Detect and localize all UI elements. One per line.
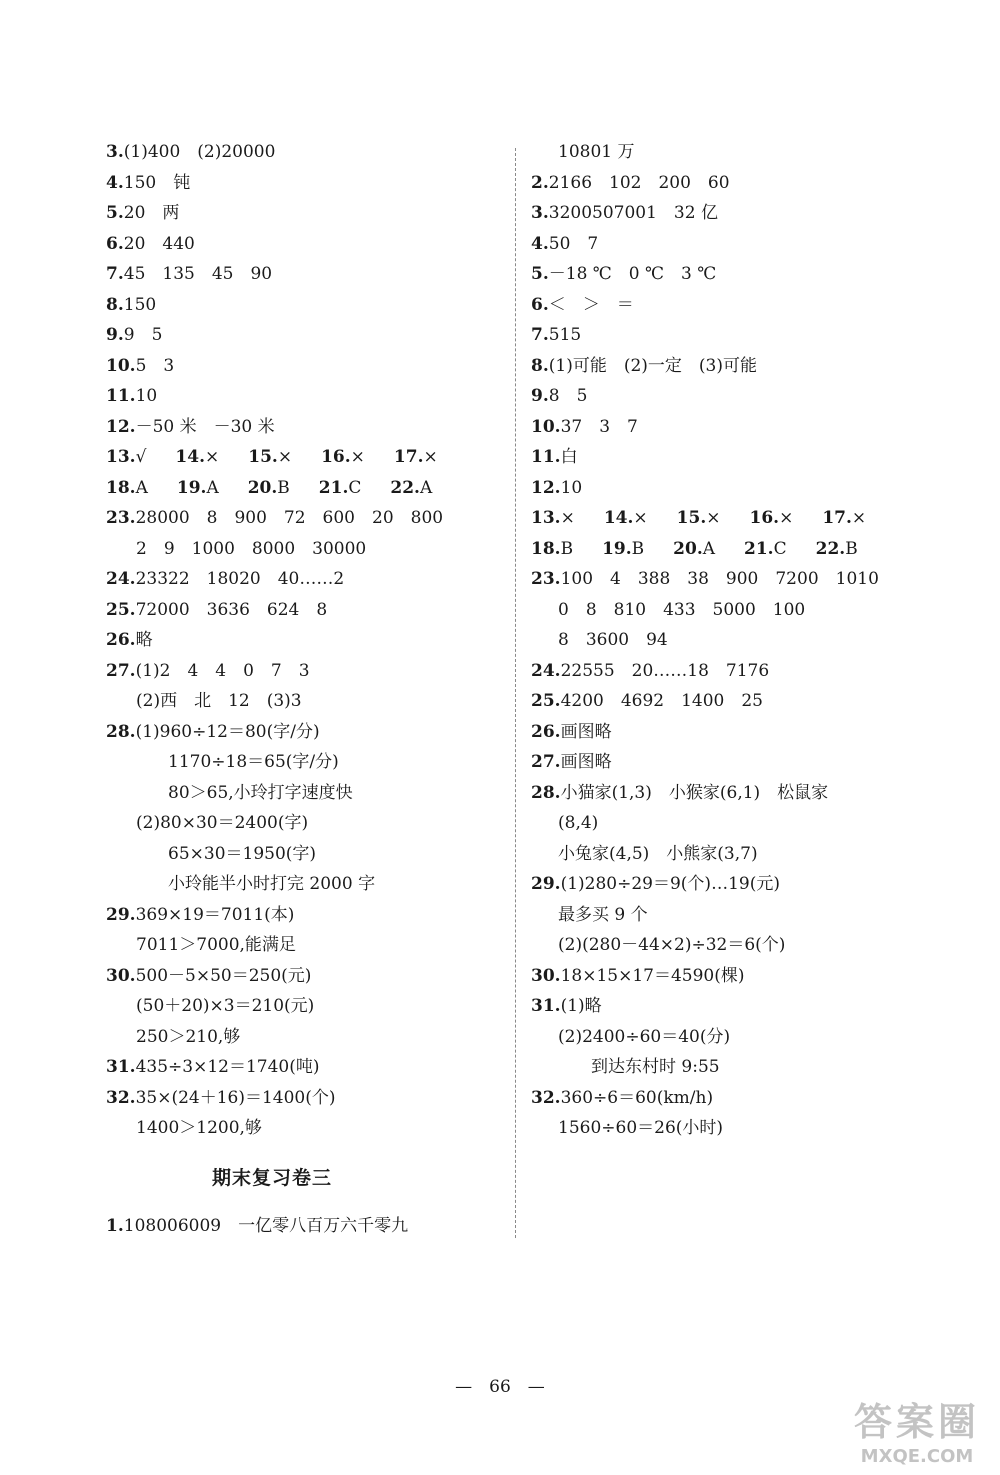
answer-line bbox=[106, 869, 506, 900]
answer-number: 31. bbox=[106, 1057, 136, 1077]
answer-text: 515 bbox=[548, 325, 582, 345]
answer-line bbox=[106, 259, 506, 290]
watermark-line1: 答案圈 bbox=[853, 1400, 980, 1444]
answer-line bbox=[106, 534, 506, 565]
answer-line bbox=[106, 503, 506, 534]
answer-number: 16. bbox=[749, 508, 780, 528]
answer-text: 435÷3×12＝1740(吨) bbox=[135, 1057, 320, 1077]
answer-line bbox=[531, 229, 971, 260]
answer-text: A bbox=[206, 477, 236, 498]
answer-number: 27. bbox=[106, 660, 136, 681]
answer-text: (2)2400÷60＝40(分) bbox=[558, 1026, 731, 1047]
answer-number: 27. bbox=[531, 752, 561, 772]
answer-line bbox=[531, 412, 971, 443]
answer-text: 画图略 bbox=[560, 752, 612, 772]
answer-line bbox=[106, 595, 506, 626]
answer-text: 小兔家(4,5) 小熊家(3,7) bbox=[558, 843, 758, 864]
answer-line bbox=[531, 290, 971, 321]
answer-line bbox=[531, 534, 971, 565]
answer-line bbox=[106, 229, 506, 260]
answer-text: × bbox=[706, 508, 738, 528]
answer-text: 7011＞7000,能满足 bbox=[136, 935, 296, 955]
answer-text: A bbox=[135, 477, 165, 498]
answer-text: 0 8 810 433 5000 100 bbox=[558, 599, 806, 620]
answer-line bbox=[106, 839, 506, 870]
answer-text: 28000 8 900 72 600 20 800 bbox=[135, 508, 444, 528]
answer-number: 30. bbox=[531, 965, 561, 986]
answer-text: × bbox=[423, 447, 438, 467]
answer-text: 20 440 bbox=[123, 233, 195, 254]
answer-number: 32. bbox=[106, 1087, 136, 1108]
answer-line bbox=[106, 656, 506, 687]
answer-number: 26. bbox=[531, 721, 561, 742]
answer-number: 21. bbox=[318, 477, 349, 498]
answer-text: 白 bbox=[560, 447, 578, 467]
section-title: 期末复习卷三 bbox=[211, 1167, 332, 1189]
answer-text: × bbox=[851, 508, 867, 528]
answer-text: 50 7 bbox=[548, 233, 599, 254]
section-first-answer bbox=[106, 1211, 408, 1242]
answer-text: －50 米 －30 米 bbox=[135, 416, 275, 437]
answer-line bbox=[531, 961, 971, 992]
answer-line bbox=[531, 717, 971, 748]
answer-number: 6. bbox=[106, 233, 124, 254]
answer-number: 25. bbox=[106, 599, 136, 620]
answer-number: 14. bbox=[175, 447, 205, 467]
answer-line bbox=[531, 137, 971, 168]
answer-text: × bbox=[277, 447, 310, 467]
answer-line bbox=[106, 900, 506, 931]
answer-number: 10. bbox=[531, 416, 561, 437]
answer-number: 20. bbox=[247, 477, 278, 498]
answer-number: 28. bbox=[531, 782, 561, 803]
answer-text: × bbox=[205, 447, 237, 467]
answer-text: 1560÷60＝26(小时) bbox=[558, 1118, 724, 1138]
answer-line bbox=[531, 869, 971, 900]
answer-text: －18 ℃ 0 ℃ 3 ℃ bbox=[548, 264, 717, 284]
answer-number: 6. bbox=[531, 294, 549, 315]
answer-text: C bbox=[348, 477, 379, 498]
answer-number: 8. bbox=[106, 294, 124, 315]
answer-number: 13. bbox=[531, 508, 561, 528]
answer-line bbox=[531, 1113, 971, 1144]
answer-line bbox=[106, 1052, 506, 1083]
answer-line bbox=[106, 625, 506, 656]
answer-number: 3. bbox=[531, 203, 549, 223]
answer-line bbox=[531, 686, 971, 717]
answer-text: 8 5 bbox=[548, 386, 588, 406]
answer-line bbox=[106, 808, 506, 839]
answer-text: B bbox=[845, 538, 858, 559]
answer-line bbox=[106, 991, 506, 1022]
answer-number: 23. bbox=[106, 508, 136, 528]
answer-text: B bbox=[560, 538, 591, 559]
answer-text: (50＋20)×3＝210(元) bbox=[136, 996, 315, 1016]
answer-text: 画图略 bbox=[560, 721, 612, 742]
answer-text: × bbox=[560, 508, 592, 528]
answer-text: A bbox=[702, 538, 733, 559]
column-divider bbox=[515, 148, 516, 1238]
answer-line bbox=[106, 1083, 506, 1114]
answer-text: 9 5 bbox=[123, 325, 163, 345]
answer-number: 11. bbox=[106, 386, 136, 406]
answer-line bbox=[531, 930, 971, 961]
answer-text: 到达东村时 9:55 bbox=[591, 1057, 720, 1077]
answer-line bbox=[531, 473, 971, 504]
answer-text: 35×(24＋16)＝1400(个) bbox=[135, 1087, 336, 1108]
answer-line bbox=[531, 564, 971, 595]
answer-number: 13. bbox=[106, 447, 136, 467]
answer-text: 10 bbox=[560, 477, 583, 498]
answer-text: 1170÷18＝65(字/分) bbox=[168, 752, 339, 772]
answer-number: 7. bbox=[531, 325, 549, 345]
answer-number: 26. bbox=[106, 630, 136, 650]
answer-number: 4. bbox=[531, 233, 549, 254]
answer-text: 80＞65,小玲打字速度快 bbox=[168, 782, 353, 803]
answer-text: 22555 20……18 7176 bbox=[560, 660, 770, 681]
answer-number: 24. bbox=[106, 569, 136, 589]
answer-number: 30. bbox=[106, 965, 136, 986]
answer-text: 108006009 一亿零八百万六千零九 bbox=[123, 1216, 409, 1236]
site-watermark-logo bbox=[842, 1391, 992, 1469]
answer-text: × bbox=[350, 447, 382, 467]
answer-line bbox=[531, 778, 971, 809]
answer-number: 21. bbox=[744, 538, 774, 559]
answer-text: 小玲能半小时打完 2000 字 bbox=[168, 874, 376, 894]
answer-text: 500－5×50＝250(元) bbox=[135, 965, 312, 986]
answer-text: (8,4) bbox=[558, 813, 599, 833]
answer-line bbox=[531, 381, 971, 412]
answer-number: 29. bbox=[106, 904, 136, 925]
answer-number: 3. bbox=[106, 142, 124, 162]
answer-number: 20. bbox=[673, 538, 703, 559]
answer-number: 5. bbox=[531, 264, 549, 284]
answer-text: 369×19＝7011(本) bbox=[135, 904, 295, 925]
answer-text: 100 4 388 38 900 7200 1010 bbox=[560, 569, 879, 589]
answer-text: 23322 18020 40……2 bbox=[135, 569, 345, 589]
answer-text: C bbox=[773, 538, 804, 559]
answer-number: 9. bbox=[531, 386, 549, 406]
answer-text: 小猫家(1,3) 小猴家(6,1) 松鼠家 bbox=[560, 782, 829, 803]
answer-text: 4200 4692 1400 25 bbox=[560, 691, 764, 711]
answer-line bbox=[531, 198, 971, 229]
answer-text: 2166 102 200 60 bbox=[548, 172, 730, 193]
answer-text: (2)80×30＝2400(字) bbox=[136, 813, 309, 833]
answer-text: × bbox=[633, 508, 665, 528]
answer-text: × bbox=[779, 508, 811, 528]
answer-line bbox=[106, 381, 506, 412]
answer-line bbox=[106, 320, 506, 351]
answer-line bbox=[531, 503, 971, 534]
answer-text: 360÷6＝60(km/h) bbox=[560, 1087, 714, 1108]
answer-number: 8. bbox=[531, 355, 549, 376]
answer-line bbox=[106, 717, 506, 748]
answer-text: 18×15×17＝4590(棵) bbox=[560, 965, 745, 986]
answer-number: 28. bbox=[106, 721, 136, 742]
answer-line bbox=[106, 961, 506, 992]
answer-line bbox=[106, 412, 506, 443]
answer-number: 12. bbox=[531, 477, 561, 498]
answer-number: 15. bbox=[676, 508, 707, 528]
answer-text: 250＞210,够 bbox=[136, 1026, 241, 1047]
answer-text: 10 bbox=[135, 386, 158, 406]
answer-number: 10. bbox=[106, 355, 136, 376]
answer-text: 20 两 bbox=[123, 203, 180, 223]
answer-text: 150 bbox=[123, 294, 157, 315]
answer-text: 65×30＝1950(字) bbox=[168, 843, 317, 864]
answer-line bbox=[106, 778, 506, 809]
answer-line bbox=[106, 747, 506, 778]
answer-line bbox=[106, 686, 506, 717]
answer-text: 最多买 9 个 bbox=[558, 904, 648, 925]
answer-number: 23. bbox=[531, 569, 561, 589]
answer-line bbox=[106, 930, 506, 961]
watermark-line2: MXQE.COM bbox=[860, 1446, 974, 1467]
answer-text: √ bbox=[135, 447, 164, 467]
answer-text: 2 9 1000 8000 30000 bbox=[136, 538, 367, 559]
answer-line bbox=[531, 747, 971, 778]
answer-line bbox=[531, 168, 971, 199]
answer-line bbox=[106, 442, 506, 473]
answer-line bbox=[531, 900, 971, 931]
answer-text: (2)(280－44×2)÷32＝6(个) bbox=[558, 935, 786, 955]
answer-text: 150 钝 bbox=[123, 172, 191, 193]
answer-number: 12. bbox=[106, 416, 136, 437]
answer-line bbox=[531, 259, 971, 290]
answer-text: 3200507001 32 亿 bbox=[548, 203, 718, 223]
answer-text: 10801 万 bbox=[558, 142, 635, 162]
answer-number: 7. bbox=[106, 264, 124, 284]
answer-text: (2)西 北 12 (3)3 bbox=[136, 691, 302, 711]
answer-line bbox=[106, 564, 506, 595]
answer-text: (1)2 4 4 0 7 3 bbox=[135, 660, 310, 681]
page-number: — 66 — bbox=[455, 1377, 545, 1397]
answer-line bbox=[531, 625, 971, 656]
left-answer-column bbox=[106, 137, 506, 1144]
answer-number: 22. bbox=[390, 477, 420, 498]
answer-text: 72000 3636 624 8 bbox=[135, 599, 328, 620]
answer-number: 32. bbox=[531, 1087, 561, 1108]
answer-line bbox=[531, 1083, 971, 1114]
answer-number: 31. bbox=[531, 996, 561, 1016]
answer-number: 16. bbox=[321, 447, 351, 467]
answer-number: 29. bbox=[531, 874, 561, 894]
answer-line bbox=[106, 168, 506, 199]
answer-number: 18. bbox=[106, 477, 136, 498]
answer-line bbox=[106, 198, 506, 229]
answer-line bbox=[531, 991, 971, 1022]
answer-number: 15. bbox=[248, 447, 278, 467]
answer-text: B bbox=[277, 477, 307, 498]
answer-number: 22. bbox=[815, 538, 846, 559]
answer-number: 9. bbox=[106, 325, 124, 345]
answer-line bbox=[106, 1113, 506, 1144]
answer-text: (1)略 bbox=[560, 996, 602, 1016]
answer-line bbox=[531, 442, 971, 473]
answer-line bbox=[531, 1022, 971, 1053]
answer-line bbox=[106, 1022, 506, 1053]
answer-number: 14. bbox=[603, 508, 634, 528]
answer-line bbox=[106, 473, 506, 504]
answer-text: 略 bbox=[135, 630, 153, 650]
answer-line bbox=[531, 1052, 971, 1083]
answer-line bbox=[531, 839, 971, 870]
answer-line bbox=[531, 656, 971, 687]
answer-number: 19. bbox=[602, 538, 632, 559]
answer-text: 37 3 7 bbox=[560, 416, 638, 437]
answer-text: ＜ ＞ ＝ bbox=[548, 294, 634, 315]
answer-number: 11. bbox=[531, 447, 561, 467]
answer-text: B bbox=[631, 538, 662, 559]
answer-number: 18. bbox=[531, 538, 561, 559]
answer-line bbox=[106, 290, 506, 321]
answer-number: 25. bbox=[531, 691, 561, 711]
answer-number: 19. bbox=[176, 477, 207, 498]
answer-line bbox=[531, 595, 971, 626]
answer-number: 17. bbox=[393, 447, 424, 467]
right-answer-column bbox=[531, 137, 971, 1144]
answer-text: 5 3 bbox=[135, 355, 175, 376]
answer-line bbox=[531, 808, 971, 839]
answer-line bbox=[106, 137, 506, 168]
answer-number: 4. bbox=[106, 172, 124, 193]
answer-text: A bbox=[419, 477, 433, 498]
answer-number: 24. bbox=[531, 660, 561, 681]
answer-line bbox=[106, 351, 506, 382]
answer-text: (1)400 (2)20000 bbox=[123, 142, 276, 162]
answer-text: 8 3600 94 bbox=[558, 630, 668, 650]
answer-text: (1)960÷12＝80(字/分) bbox=[135, 721, 320, 742]
answer-number: 17. bbox=[822, 508, 852, 528]
answer-text: 1400＞1200,够 bbox=[136, 1118, 262, 1138]
answer-line bbox=[531, 320, 971, 351]
answer-number: 2. bbox=[531, 172, 549, 193]
answer-text: (1)可能 (2)一定 (3)可能 bbox=[548, 355, 757, 376]
answer-number: 5. bbox=[106, 203, 124, 223]
answer-line bbox=[531, 351, 971, 382]
answer-number: 1. bbox=[106, 1216, 124, 1236]
answer-text: (1)280÷29＝9(个)…19(元) bbox=[560, 874, 780, 894]
answer-text: 45 135 45 90 bbox=[123, 264, 273, 284]
